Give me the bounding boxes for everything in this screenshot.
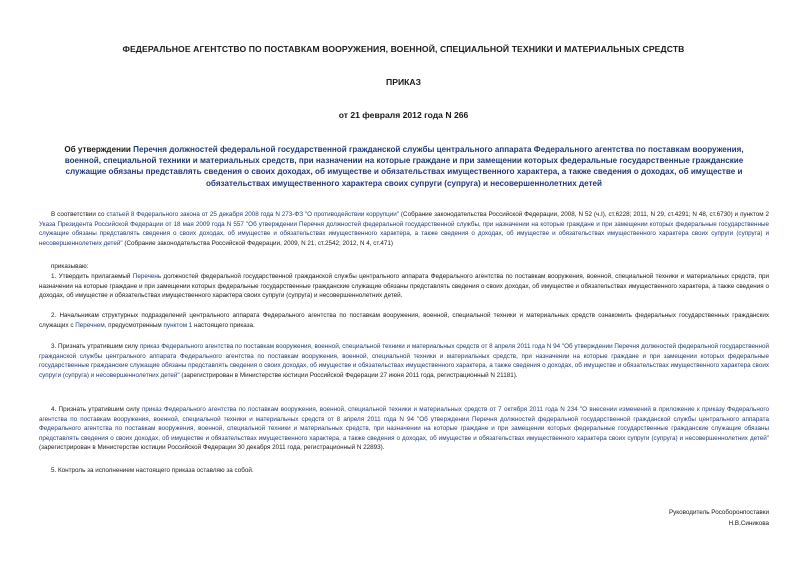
title-link[interactable]: Перечня должностей федеральной государственной гражданской службы центрального аппарата Федерального агентства по поставкам вооружения, военной, специальной техники и материальных средств, при назначении на которые граждане и при замещении которых федеральные государственные гражданские служащие обязаны представлять сведения о своих доходах, об имуществе и обязательствах имущественного характера, а также сведения о доходах, об имуществе и обязательствах имущественного характера своих супруги (супруга) и несовершеннолетних детей [64, 145, 744, 188]
document-type: ПРИКАЗ [386, 77, 421, 87]
item-3-text-2: (зарегистрирован в Министерстве юстиции Российской Федерации 27 июня 2011 года, регистрационный N 21181). [179, 371, 518, 379]
decree-557-link[interactable]: Указа Президента Российской Федерации от 18 мая 2009 года N 557 "Об утверждении Перечня должностей федеральной государственной службы, при назначении на которые граждане и при замещении которых федеральные государственные служащие обязаны представлять сведения о своих доходах, об имуществе и обязательствах имущественного характера, а также сведения о доходах, об имуществе и обязательствах имущественного характера своих супруги (супруга) и несовершеннолетних детей" [39, 220, 769, 247]
preamble-text-3: (Собрание законодательства Российской Федерации, 2009, N 21, ст.2542; 2012, N 4, ст.471) [122, 239, 393, 247]
order-94-link[interactable]: приказ Федерального агентства по поставкам вооружения, военной, специальной техники и материальных средств от 8 апреля 2011 года N 94 "Об утверждении Перечня должностей федеральной государственной гражданской службы центрального аппарата Федерального агентства по поставкам вооружения, военной, специальной техники и материальных средств, при назначении на которые граждане и при замещении которых федеральные государственные гражданские служащие обязаны представлять сведения о своих доходах, об имуществе и обязательствах имущественного характера, а также сведения о доходах, об имуществе и обязательствах имущественного характера своих супруги (супруга) и несовершеннолетних детей" [39, 343, 769, 379]
item-5 [39, 466, 769, 476]
order-word-text: приказываю: [51, 263, 89, 270]
item-1-text-2: должностей федеральной государственной гражданской службы центрального аппарата Федерального агентства по поставкам вооружения, военной, специальной техники и материальных средств, при назначении на которые граждане и при замещении которых федеральные государственные гражданские служащие обязаны представлять сведения о своих доходах, об имуществе и обязательствах имущественного характера, а также сведения о доходах, об имуществе и обязательствах имущественного характера своих супруги (супруга) и несовершеннолетних детей. [39, 273, 770, 300]
document-title [62, 144, 746, 189]
law-273-link[interactable]: статьей 8 Федерального закона от 25 декабря 2008 года N 273-ФЗ "О противодействии коррупции" [106, 211, 400, 218]
item-2-text-2: , предусмотренным [104, 321, 164, 329]
title-prefix: Об утверждении [64, 145, 134, 154]
order-word [39, 262, 769, 272]
preamble-text-1: В соответствии со [51, 211, 107, 218]
preamble-text-2: (Собрание законодательства Российской Федерации, 2008, N 52 (ч.I), ст.6228; 2011, N 29, ст.4291; N 48, ст.6730) и пунктом 2 [399, 211, 769, 218]
item-1 [39, 272, 769, 301]
item-4 [39, 405, 769, 453]
order-234-link[interactable]: приказ Федерального агентства по поставкам вооружения, военной, специальной техники и материальных средств от 7 октября 2011 года N 234 "О внесении изменений в приложение к приказу Федерального агентства по поставкам вооружения, военной, специальной техники и материальных средств от 8 апреля 2011 года N 94 "Об утверждении Перечня должностей федеральной государственной гражданской службы центрального аппарата Федерального агентства по поставкам вооружения, военной, специальной техники и материальных средств, при назначении на которые граждане и при замещении которых федеральные государственные гражданские служащие обязаны представлять сведения о своих доходах, об имуществе и обязательствах имущественного характера, а также сведения о доходах, об имуществе и обязательствах имущественного характера своих супруги (супруга) и несовершеннолетних детей" [39, 406, 769, 442]
item-2 [39, 311, 769, 330]
item-2-list-link[interactable]: Перечнем [75, 321, 105, 329]
item-1-text-1: 1. Утвердить прилагаемый [51, 273, 133, 280]
item-3-text-1: 3. Признать утратившим силу [51, 343, 140, 350]
document-date: от 21 февраля 2012 года N 266 [338, 110, 469, 120]
item-4-text-2: (зарегистрирован в Министерстве юстиции Российской Федерации 30 декабря 2011 года, регистрационный N 22893). [39, 444, 385, 452]
item-4-text-1: 4. Признать утратившим силу [51, 406, 142, 413]
item-1-list-link[interactable]: Перечень [132, 273, 162, 280]
item-2-text-1: 2. Начальникам структурных подразделений центрального аппарата Федерального агентства по поставкам вооружения, военной, специальной техники и материальных средств ознакомить федеральных государственных гражданских служащих с [39, 312, 769, 329]
item-3 [39, 342, 769, 380]
agency-name: ФЕДЕРАЛЬНОЕ АГЕНТСТВО ПО ПОСТАВКАМ ВООРУЖЕНИЯ, ВОЕННОЙ, СПЕЦИАЛЬНОЙ ТЕХНИКИ И МАТЕРИАЛЬНЫХ СРЕДСТВ [122, 44, 685, 54]
item-5-text: 5. Контроль за исполнением настоящего приказа оставляю за собой. [51, 467, 254, 474]
item-2-point-link[interactable]: пунктом 1 [163, 321, 193, 329]
preamble-paragraph [39, 210, 769, 248]
signature-position: Руководитель Рособоронпоставки [668, 509, 769, 516]
signature-name: Н.В.Синикова [728, 520, 769, 527]
item-2-text-3: настоящего приказа. [192, 321, 255, 329]
